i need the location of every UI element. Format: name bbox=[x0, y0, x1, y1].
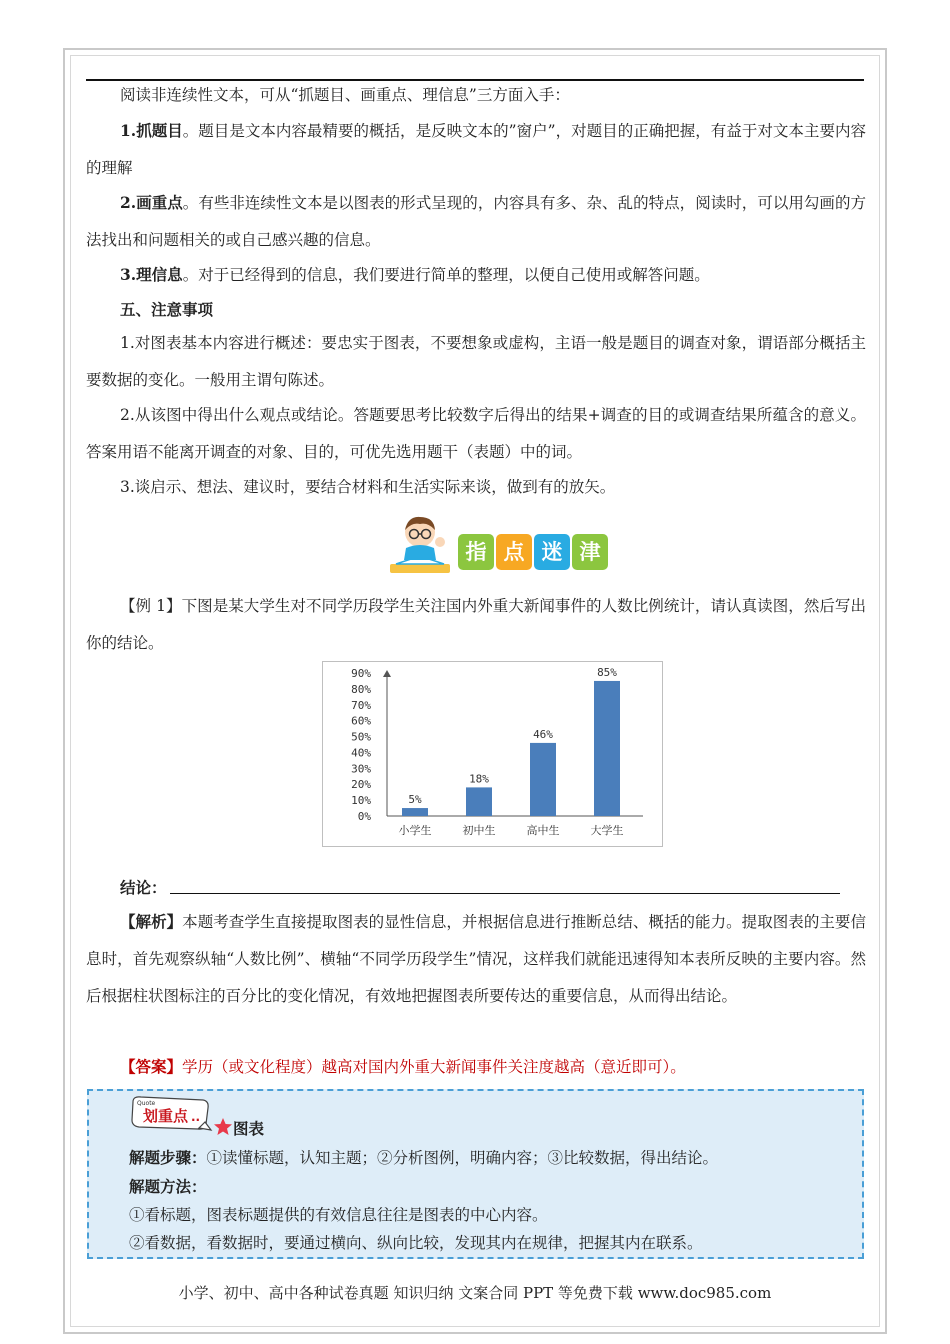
y-tick-label: 20% bbox=[351, 778, 371, 792]
bar bbox=[466, 787, 492, 816]
methods-label: 解题方法： bbox=[129, 1177, 207, 1196]
steps-label: 解题步骤： bbox=[129, 1148, 207, 1167]
x-tick-label: 小学生 bbox=[398, 824, 432, 837]
bar bbox=[530, 743, 556, 816]
y-tick-label: 0% bbox=[357, 810, 371, 823]
analysis-paragraph bbox=[86, 903, 866, 1015]
tip-3 bbox=[86, 256, 866, 294]
tip-2-text: 。有些非连续性文本是以图表的形式呈现的，内容具有多、杂、乱的特点，阅读时，可以用勾画的方法找出和问题相关的或自己感兴趣的信息。 bbox=[86, 194, 866, 249]
bar bbox=[402, 808, 428, 816]
banner-tag-2: 点 bbox=[496, 534, 532, 570]
answer-text: 学历（或文化程度）越高对国内外重大新闻事件关注度越高（意近即可）。 bbox=[182, 1058, 686, 1076]
y-tick-label: 10% bbox=[351, 794, 371, 808]
tip-1-lead: 1.抓题目 bbox=[120, 121, 183, 140]
x-tick-label: 高中生 bbox=[526, 824, 560, 837]
y-axis-arrow bbox=[383, 670, 391, 677]
analysis-text: 本题考查学生直接提取图表的显性信息，并根据信息进行推断总结、概括的能力。提取图表的主要信息时，首先观察纵轴“人数比例”、横轴“不同学历段学生”情况，这样我们就能迅速得知本表所反映的主要内容。然后根据柱状图标注的百分比的变化情况，有效地把握图表所要传达的重要信息，从而得出结论。 bbox=[86, 913, 866, 1005]
svg-text:..: .. bbox=[191, 1110, 201, 1124]
tips-banner bbox=[388, 512, 610, 576]
example-question bbox=[86, 588, 866, 662]
note-2: 2.从该图中得出什么观点或结论。答题要思考比较数字后得出的结果+调查的目的或调查结果所蕴含的意义。答案用语不能离开调查的对象、目的，可优先选用题干（表题）中的词。 bbox=[86, 406, 866, 461]
bar bbox=[594, 681, 620, 816]
x-tick-label: 初中生 bbox=[462, 824, 496, 837]
tip-2-lead: 2.画重点 bbox=[120, 193, 183, 212]
y-tick-label: 50% bbox=[351, 730, 371, 744]
intro-paragraph: 阅读非连续性文本，可从“抓题目、画重点、理信息”三方面入手： bbox=[120, 86, 570, 104]
example-label: 【例 1】 bbox=[120, 597, 182, 615]
method-1: ①看标题，图表标题提供的有效信息往往是图表的中心内容。 bbox=[129, 1206, 548, 1224]
answer-label: 【答案】 bbox=[120, 1057, 183, 1076]
bar-data-label: 18% bbox=[469, 772, 489, 786]
conclusion-label: 结论： bbox=[120, 878, 167, 897]
bar-data-label: 85% bbox=[597, 665, 617, 679]
keypoint-title: 图表 bbox=[233, 1119, 265, 1138]
tip-1 bbox=[86, 112, 866, 187]
note-1: 1.对图表基本内容进行概述：要忠实于图表，不要想象或虚构，主语一般是题目的调查对象，谓语部分概括主要数据的变化。一般用主谓句陈述。 bbox=[86, 334, 866, 389]
y-tick-label: 70% bbox=[351, 698, 371, 712]
tip-3-text: 。对于已经得到的信息，我们要进行简单的整理，以便自己使用或解答问题。 bbox=[182, 266, 710, 284]
y-tick-label: 60% bbox=[351, 714, 371, 728]
chart-svg bbox=[323, 662, 664, 848]
y-tick-label: 40% bbox=[351, 746, 371, 760]
tip-1-text: 。题目是文本内容最精要的概括，是反映文本的”窗户”，对题目的正确把握，有益于对文本主要内容的理解 bbox=[86, 122, 866, 177]
bar-data-label: 5% bbox=[408, 793, 422, 807]
bar-data-label: 46% bbox=[533, 727, 553, 741]
student-reading-icon bbox=[388, 512, 454, 576]
banner-tag-3: 迷 bbox=[534, 534, 570, 570]
badge-small-text: Quote bbox=[137, 1100, 156, 1107]
bar-chart bbox=[322, 661, 663, 847]
keypoint-box bbox=[87, 1089, 864, 1259]
keypoint-badge-icon bbox=[129, 1094, 213, 1134]
example-text: 下图是某大学生对不同学历段学生关注国内外重大新闻事件的人数比例统计，请认真读图，然后写出你的结论。 bbox=[86, 597, 866, 652]
section-title: 五、注意事项 bbox=[120, 300, 214, 319]
conclusion-blank-line bbox=[170, 893, 840, 894]
steps-text: ①读懂标题，认知主题；②分析图例，明确内容；③比较数据，得出结论。 bbox=[206, 1149, 719, 1167]
banner-tag-4: 津 bbox=[572, 534, 608, 570]
y-tick-label: 90% bbox=[351, 667, 371, 680]
analysis-label: 【解析】 bbox=[120, 912, 183, 931]
y-tick-label: 30% bbox=[351, 762, 371, 776]
steps-line bbox=[129, 1147, 718, 1169]
x-tick-label: 大学生 bbox=[590, 824, 624, 837]
banner-tag-1: 指 bbox=[458, 534, 494, 570]
answer-line bbox=[120, 1053, 686, 1081]
badge-text: 划重点 bbox=[143, 1107, 189, 1125]
page-footer: 小学、初中、高中各种试卷真题 知识归纳 文案合同 PPT 等免费下载 www.doc985.com bbox=[178, 1284, 772, 1302]
tip-3-lead: 3.理信息 bbox=[120, 265, 183, 284]
tip-2 bbox=[86, 184, 866, 259]
y-tick-label: 80% bbox=[351, 682, 371, 696]
star-icon bbox=[213, 1117, 233, 1137]
method-2: ②看数据，看数据时，要通过横向、纵向比较，发现其内在规律，把握其内在联系。 bbox=[129, 1234, 703, 1252]
note-3: 3.谈启示、想法、建议时，要结合材料和生活实际来谈，做到有的放矢。 bbox=[120, 478, 616, 496]
